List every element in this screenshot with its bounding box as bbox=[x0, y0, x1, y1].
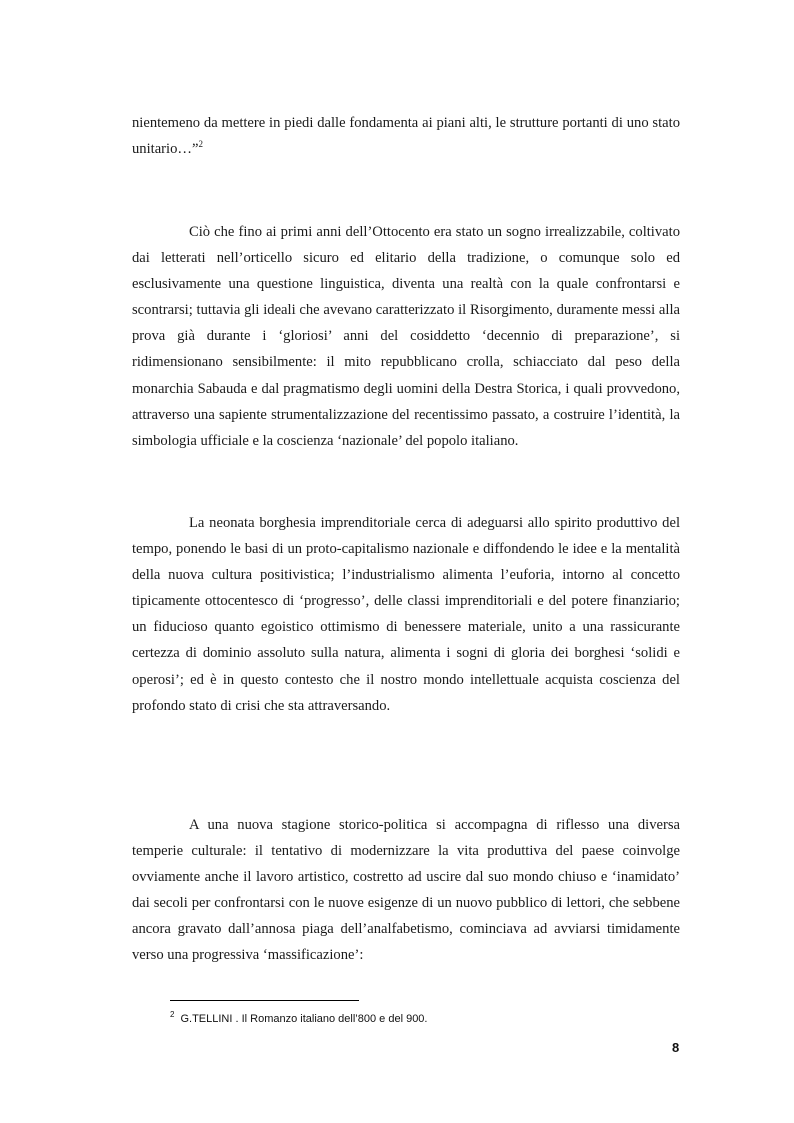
footnote-text: G.TELLINI . Il Romanzo italiano dell’800 e del 900. bbox=[180, 1013, 428, 1025]
quote-continuation bbox=[132, 110, 680, 162]
footnote-reference: 2 bbox=[198, 139, 203, 150]
paragraph-2: La neonata borghesia imprenditoriale cerca di adeguarsi allo spirito produttivo del tempo, ponendo le basi di un proto-capitalismo nazionale e diffondendo le idee e la mentalità della nuova cultura positivistica; l’industrialismo alimenta l’euforia, intorno al concetto tipicamente ottocentesco di ‘progresso’, delle classi imprenditoriali e del potere finanziario; un fiducioso quanto egoistico ottimismo di benessere materiale, unito a una rassicurante certezza di dominio assoluto sulla natura, alimenta i sogni di gloria dei borghesi ‘solidi e operosi’; ed è in questo contesto che il nostro mondo intellettuale acquista coscienza del profondo stato di crisi che sta attraversando. bbox=[132, 515, 680, 714]
paragraph-3: A una nuova stagione storico-politica si accompagna di riflesso una diversa temperie culturale: il tentativo di modernizzare la vita produttiva del paese coinvolge ovviamente anche il lavoro artistico, costretto ad uscire dal suo mondo chiuso e ‘inamidato’ dai secoli per confrontarsi con le nuove esigenze di un nuovo pubblico di lettori, che sebbene ancora gravato dall’annosa piaga dell’analfabetismo, cominciava ad avviarsi timidamente verso una progressiva ‘massificazione’: bbox=[132, 817, 680, 964]
paragraph-1: Ciò che fino ai primi anni dell’Ottocento era stato un sogno irrealizzabile, coltivato dai letterati nell’orticello sicuro ed elitario della tradizione, o comunque solo ed esclusivamente una questione linguistica, diventa una realtà con la quale confrontarsi e scontrarsi; tuttavia gli ideali che avevano caratterizzato il Risorgimento, duramente messi alla prova già durante i ‘gloriosi’ anni del cosiddetto ‘decennio di preparazione’, si ridimensionano sensibilmente: il mito repubblicano crolla, schiacciato dal peso della monarchia Sabauda e dal pragmatismo degli uomini della Destra Storica, i quali provvedono, attraverso una sapiente strumentalizzazione del recentissimo passato, a costruire l’identità, la simbologia ufficiale e la coscienza ‘nazionale’ del popolo italiano. bbox=[132, 224, 680, 449]
footnote bbox=[170, 1011, 670, 1027]
quote-text: nientemeno da mettere in piedi dalle fondamenta ai piani alti, le strutture portanti di uno stato unitario…” bbox=[132, 115, 680, 158]
footnote-number: 2 bbox=[170, 1010, 175, 1020]
page-number: 8 bbox=[672, 1040, 680, 1055]
footnote-separator bbox=[170, 1000, 359, 1001]
